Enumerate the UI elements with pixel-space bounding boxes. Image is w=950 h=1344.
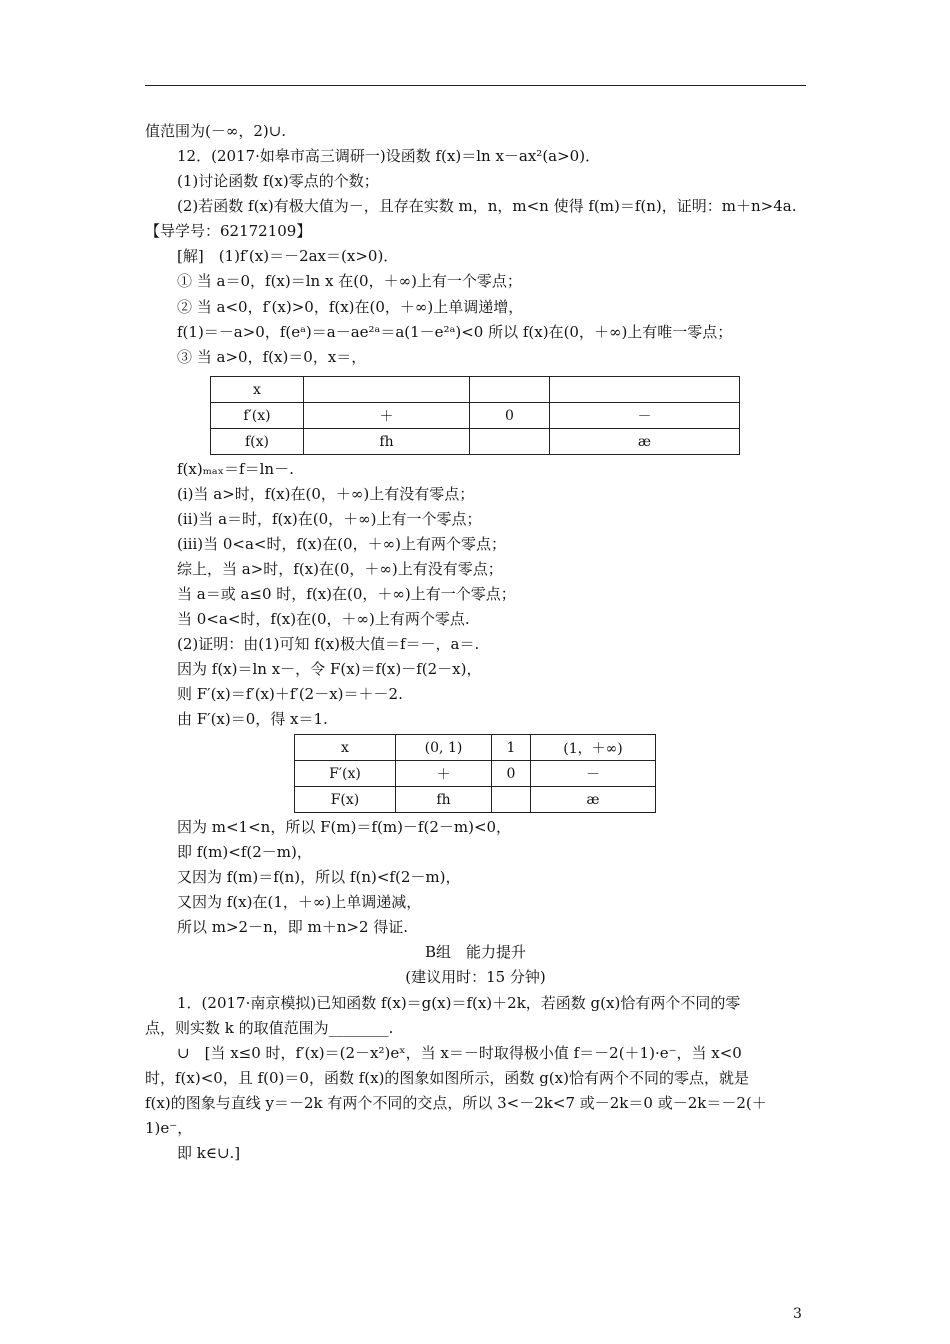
table-cell: 1 bbox=[492, 735, 531, 761]
variation-table-1 bbox=[210, 376, 740, 455]
text-line: (ⅱ)当 a＝时，f(x)在(0，＋∞)上有一个零点； bbox=[177, 510, 482, 528]
variation-table-2 bbox=[294, 734, 656, 813]
table-cell: － bbox=[531, 761, 656, 787]
table-cell: F(x) bbox=[295, 787, 396, 813]
table-cell: f(x) bbox=[211, 429, 304, 455]
text-line: 又因为 f(m)＝f(n)，所以 f(n)<f(2－m)， bbox=[177, 868, 461, 886]
text-line: (2)证明：由(1)可知 f(x)极大值＝f＝－，a＝. bbox=[177, 635, 480, 653]
table-row bbox=[211, 429, 740, 455]
problem-12-statement: 12．(2017·如皋市高三调研一)设函数 f(x)＝ln x－ax²(a>0)． bbox=[177, 147, 601, 165]
header-rule bbox=[145, 85, 806, 86]
table-cell: x bbox=[295, 735, 396, 761]
answer-line: ∪ [当 x≤0 时，f′(x)＝(2－x²)eˣ，当 x＝－时取得极小值 f＝－2(＋1)·e⁻，当 x<0 bbox=[177, 1044, 742, 1062]
text-line: (2)若函数 f(x)有极大值为－，且存在实数 m，n，m<n 使得 f(m)＝f(n)，证明：m＋n>4a. bbox=[177, 197, 797, 215]
text-line: 即 f(m)<f(2－m)， bbox=[177, 843, 312, 861]
text-line: 值范围为(－∞，2)∪. bbox=[145, 122, 287, 140]
text-line: ① 当 a＝0，f(x)＝ln x 在(0，＋∞)上有一个零点； bbox=[177, 272, 522, 290]
table-cell: x bbox=[211, 377, 304, 403]
text-line: (ⅰ)当 a>时，f(x)在(0，＋∞)上有没有零点； bbox=[177, 485, 475, 503]
text-line: f(x)的图象与直线 y＝－2k 有两个不同的交点，所以 3<－2k<7 或－2k＝0 或－2k＝－2(＋ bbox=[145, 1094, 767, 1112]
table-cell: 0 bbox=[470, 403, 550, 429]
text-line: 点，则实数 k 的取值范围为________. bbox=[145, 1019, 394, 1037]
text-line: ② 当 a<0，f′(x)>0，f(x)在(0，＋∞)上单调递增， bbox=[177, 298, 524, 316]
solution-start: [解] (1)f′(x)＝－2ax＝(x>0)． bbox=[177, 247, 399, 265]
section-heading: B组 能力提升 bbox=[424, 943, 527, 961]
text-line: 由 F′(x)＝0，得 x＝1. bbox=[177, 710, 328, 728]
table-cell: f′(x) bbox=[211, 403, 304, 429]
text-line: 所以 m>2－n，即 m＋n>2 得证. bbox=[177, 918, 409, 936]
table-cell bbox=[492, 787, 531, 813]
text-line: 又因为 f(x)在(1，＋∞)上单调递减， bbox=[177, 893, 422, 911]
text-line: 则 F′(x)＝f′(x)＋f′(2－x)＝＋－2. bbox=[177, 685, 403, 703]
table-cell: F′(x) bbox=[295, 761, 396, 787]
table-cell bbox=[550, 377, 740, 403]
text-line: f(x)ₘₐₓ＝f＝ln－. bbox=[177, 460, 294, 478]
table-row bbox=[295, 761, 656, 787]
table-row bbox=[295, 787, 656, 813]
table-cell: æ bbox=[550, 429, 740, 455]
text-line: 即 k∈∪.] bbox=[177, 1144, 241, 1162]
table-cell bbox=[470, 377, 550, 403]
text-line: 1)e⁻， bbox=[145, 1119, 193, 1137]
table-cell: æ bbox=[531, 787, 656, 813]
table-row bbox=[211, 403, 740, 429]
table-cell: (1，＋∞) bbox=[531, 735, 656, 761]
table-row bbox=[295, 735, 656, 761]
table-cell: fh bbox=[396, 787, 492, 813]
text-line: (1)讨论函数 f(x)零点的个数； bbox=[177, 172, 379, 190]
suggested-time: (建议用时：15 分钟) bbox=[405, 968, 546, 986]
table-cell: ＋ bbox=[396, 761, 492, 787]
text-line: 当 0<a<时，f(x)在(0，＋∞)上有两个零点. bbox=[177, 610, 470, 628]
text-line: (ⅲ)当 0<a<时，f(x)在(0，＋∞)上有两个零点； bbox=[177, 535, 506, 553]
problem-1-statement: 1．(2017·南京模拟)已知函数 f(x)＝g(x)＝f(x)＋2k，若函数 g(x)恰有两个不同的零 bbox=[177, 994, 741, 1012]
table-cell: 0 bbox=[492, 761, 531, 787]
text-line: 综上，当 a>时，f(x)在(0，＋∞)上有没有零点； bbox=[177, 560, 503, 578]
table-cell: fh bbox=[304, 429, 470, 455]
text-line: 因为 f(x)＝ln x－，令 F(x)＝f(x)－f(2－x)， bbox=[177, 660, 482, 678]
text-line: ③ 当 a>0，f(x)＝0，x＝， bbox=[177, 348, 367, 366]
text-line: 时，f(x)<0，且 f(0)＝0，函数 f(x)的图象如图所示，函数 g(x)恰有两个不同的零点，就是 bbox=[145, 1069, 749, 1087]
text-line: 因为 m<1<n，所以 F(m)＝f(m)－f(2－m)<0， bbox=[177, 818, 512, 836]
table-cell bbox=[470, 429, 550, 455]
table-cell bbox=[304, 377, 470, 403]
table-cell: ＋ bbox=[304, 403, 470, 429]
text-line: f(1)＝－a>0，f(eᵃ)＝a－ae²ᵃ＝a(1－e²ᵃ)<0 所以 f(x)在(0，＋∞)上有唯一零点； bbox=[177, 323, 733, 341]
text-line: 当 a＝或 a≤0 时，f(x)在(0，＋∞)上有一个零点； bbox=[177, 585, 516, 603]
table-cell: － bbox=[550, 403, 740, 429]
study-number: 【导学号：62172109】 bbox=[145, 222, 312, 240]
page-number: 3 bbox=[793, 1306, 802, 1322]
table-cell: (0, 1) bbox=[396, 735, 492, 761]
table-row bbox=[211, 377, 740, 403]
